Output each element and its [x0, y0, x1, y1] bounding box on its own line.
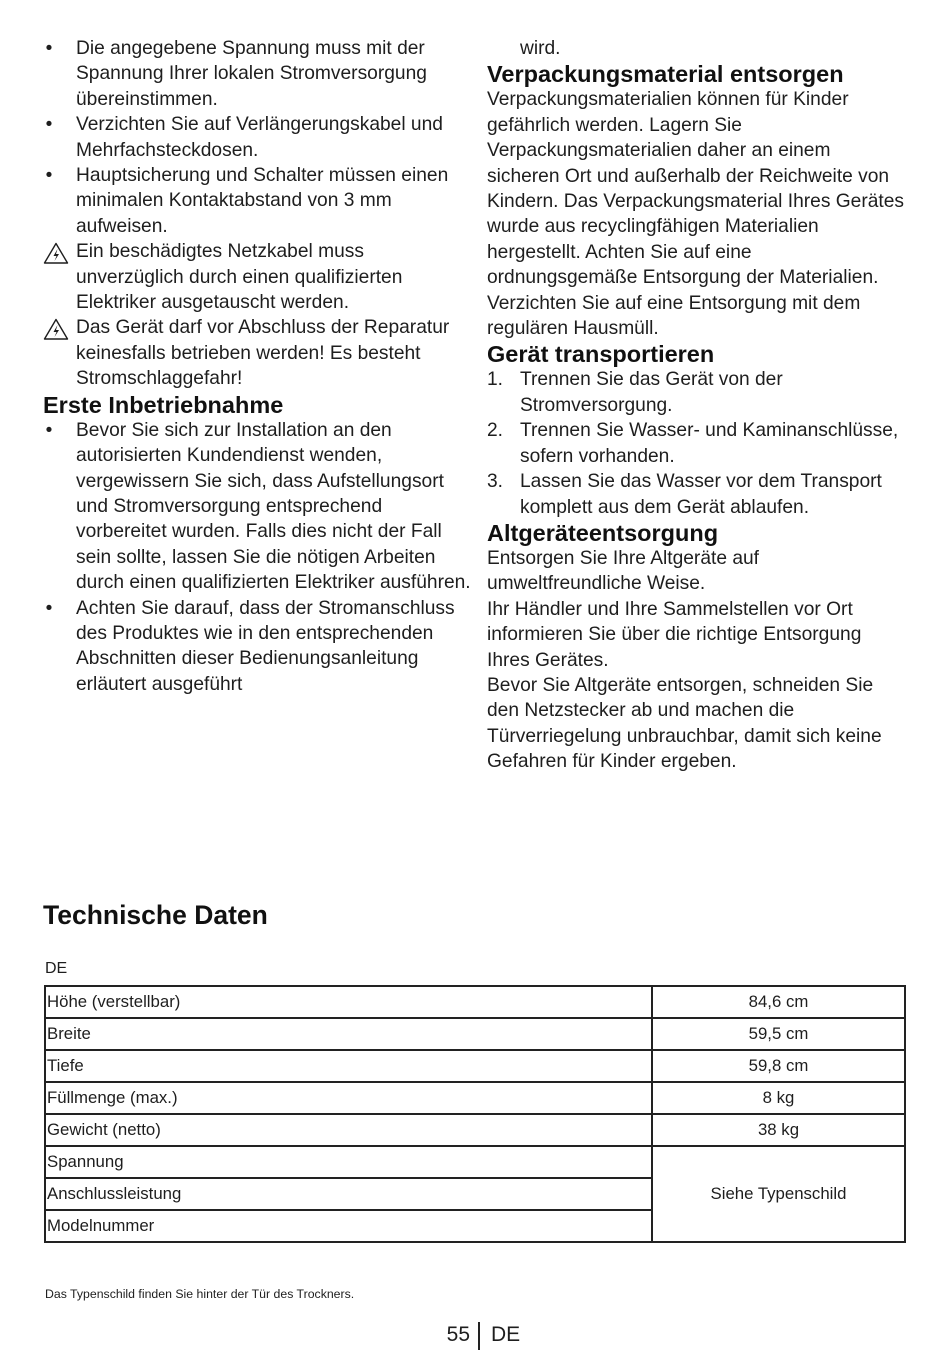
footer-language: DE: [491, 1323, 521, 1346]
table-row: [45, 1050, 905, 1082]
warning-icon: [43, 318, 69, 340]
bullet-icon: •: [45, 38, 53, 59]
numbered-step: [487, 418, 907, 469]
row-value: 38 kg: [652, 1114, 905, 1146]
merged-value-cell: Siehe Typenschild: [652, 1146, 905, 1242]
row-label: Tiefe: [45, 1050, 652, 1082]
right-column: [487, 36, 907, 775]
bullet-icon: •: [45, 114, 53, 136]
table-row: [45, 1082, 905, 1114]
disposal-paragraph: Entsorgen Sie Ihre Altgeräte auf umweltfreundliche Weise.: [487, 547, 759, 595]
table-row: [45, 986, 905, 1018]
step-text: Trennen Sie Wasser- und Kaminanschlüsse, sofern vorhanden.: [520, 420, 899, 467]
bullet-text: Verzichten Sie auf Verlängerungskabel und Mehrfachsteckdosen.: [76, 114, 443, 161]
row-label: Spannung: [45, 1146, 652, 1178]
page-number-divider: [478, 1322, 480, 1350]
bullet-item: [43, 112, 475, 163]
bullet-text: Bevor Sie sich zur Installation an den autorisierten Kundendienst wenden, vergewissern Sie sich, dass Aufstellungsort und Stromversorgung entsprechend vorbereitet wurden. Falls dies nicht der Fall sein sollte, lassen Sie die nötigen Arbeiten durch einen qualifizierten Elektriker ausführen.: [76, 419, 471, 594]
step-number: 3.: [487, 471, 504, 493]
step-number: 2.: [487, 420, 504, 442]
bullet-item: [43, 163, 475, 239]
bullet-icon: •: [45, 165, 53, 187]
warning-item: [43, 239, 475, 315]
page-number: 55: [446, 1323, 470, 1346]
continued-text: wird.: [520, 38, 561, 59]
technical-data-table: [44, 985, 906, 1243]
left-column: [43, 36, 475, 697]
row-value: 8 kg: [652, 1082, 905, 1114]
row-label: Breite: [45, 1018, 652, 1050]
section-heading-transport: Gerät transportieren: [487, 341, 715, 368]
disposal-paragraph: Ihr Händler und Ihre Sammelstellen vor Ort informieren Sie über die richtige Entsorgung Ihres Gerätes.: [487, 598, 862, 671]
step-number: 1.: [487, 369, 504, 391]
packaging-text: Verpackungsmaterialien können für Kinder gefährlich werden. Lagern Sie Verpackungsmaterialien daher an einem sicheren Ort und außerhalb der Reichweite von Kindern. Das Verpackungsmaterial Ihres Gerätes wurde aus recyclingfähigen Materialien hergestellt. Achten Sie auf eine ordnungsgemäße Entsorgung der Materialien. Verzichten Sie auf eine Entsorgung mit dem regulären Hausmüll.: [487, 89, 904, 340]
technical-data-title: Technische Daten: [43, 900, 268, 930]
row-label: Modelnummer: [45, 1210, 652, 1242]
step-text: Lassen Sie das Wasser vor dem Transport komplett aus dem Gerät ablaufen.: [520, 471, 882, 518]
step-text: Trennen Sie das Gerät von der Stromversorgung.: [520, 369, 783, 416]
row-value: 84,6 cm: [652, 986, 905, 1018]
bullet-item: [43, 596, 475, 698]
bullet-icon: •: [45, 419, 53, 441]
row-label: Höhe (verstellbar): [45, 986, 652, 1018]
table-language-label: DE: [45, 960, 68, 977]
bullet-item: [43, 418, 475, 596]
bullet-item: [43, 36, 475, 112]
bullet-text: Hauptsicherung und Schalter müssen einen minimalen Kontaktabstand von 3 mm aufweisen.: [76, 165, 449, 237]
disposal-paragraph: Bevor Sie Altgeräte entsorgen, schneiden Sie den Netzstecker ab und machen die Türverriegelung unbrauchbar, damit sich keine Gefahren für Kinder ergeben.: [487, 674, 882, 773]
table-row: [45, 1146, 905, 1178]
section-heading-disposal: Altgeräteentsorgung: [487, 519, 719, 546]
warning-text: Das Gerät darf vor Abschluss der Reparatur keinesfalls betrieben werden! Es besteht Stromschlaggefahr!: [76, 317, 450, 390]
table-row: [45, 1114, 905, 1146]
warning-item: [43, 315, 475, 391]
row-label: Gewicht (netto): [45, 1114, 652, 1146]
bullet-text: Die angegebene Spannung muss mit der Spannung Ihrer lokalen Stromversorgung übereinstimmen.: [76, 38, 427, 110]
numbered-step: [487, 367, 907, 418]
section-heading-first-use: Erste Inbetriebnahme: [43, 391, 284, 418]
section-heading-packaging: Verpackungsmaterial entsorgen: [487, 61, 844, 88]
row-value: 59,5 cm: [652, 1018, 905, 1050]
bullet-icon: •: [45, 597, 53, 619]
row-label: Anschlussleistung: [45, 1178, 652, 1210]
row-label: Füllmenge (max.): [45, 1082, 652, 1114]
numbered-step: [487, 469, 907, 520]
bullet-text: Achten Sie darauf, dass der Stromanschluss des Produktes wie in den entsprechenden Abschnitten dieser Bedienungsanleitung erläutert ausgeführt: [76, 597, 455, 695]
row-value: 59,8 cm: [652, 1050, 905, 1082]
warning-text: Ein beschädigtes Netzkabel muss unverzüglich durch einen qualifizierten Elektriker ausgetauscht werden.: [76, 241, 403, 314]
table-footnote: Das Typenschild finden Sie hinter der Tür des Trockners.: [45, 1287, 355, 1301]
table-row: [45, 1018, 905, 1050]
warning-icon: [43, 242, 69, 264]
